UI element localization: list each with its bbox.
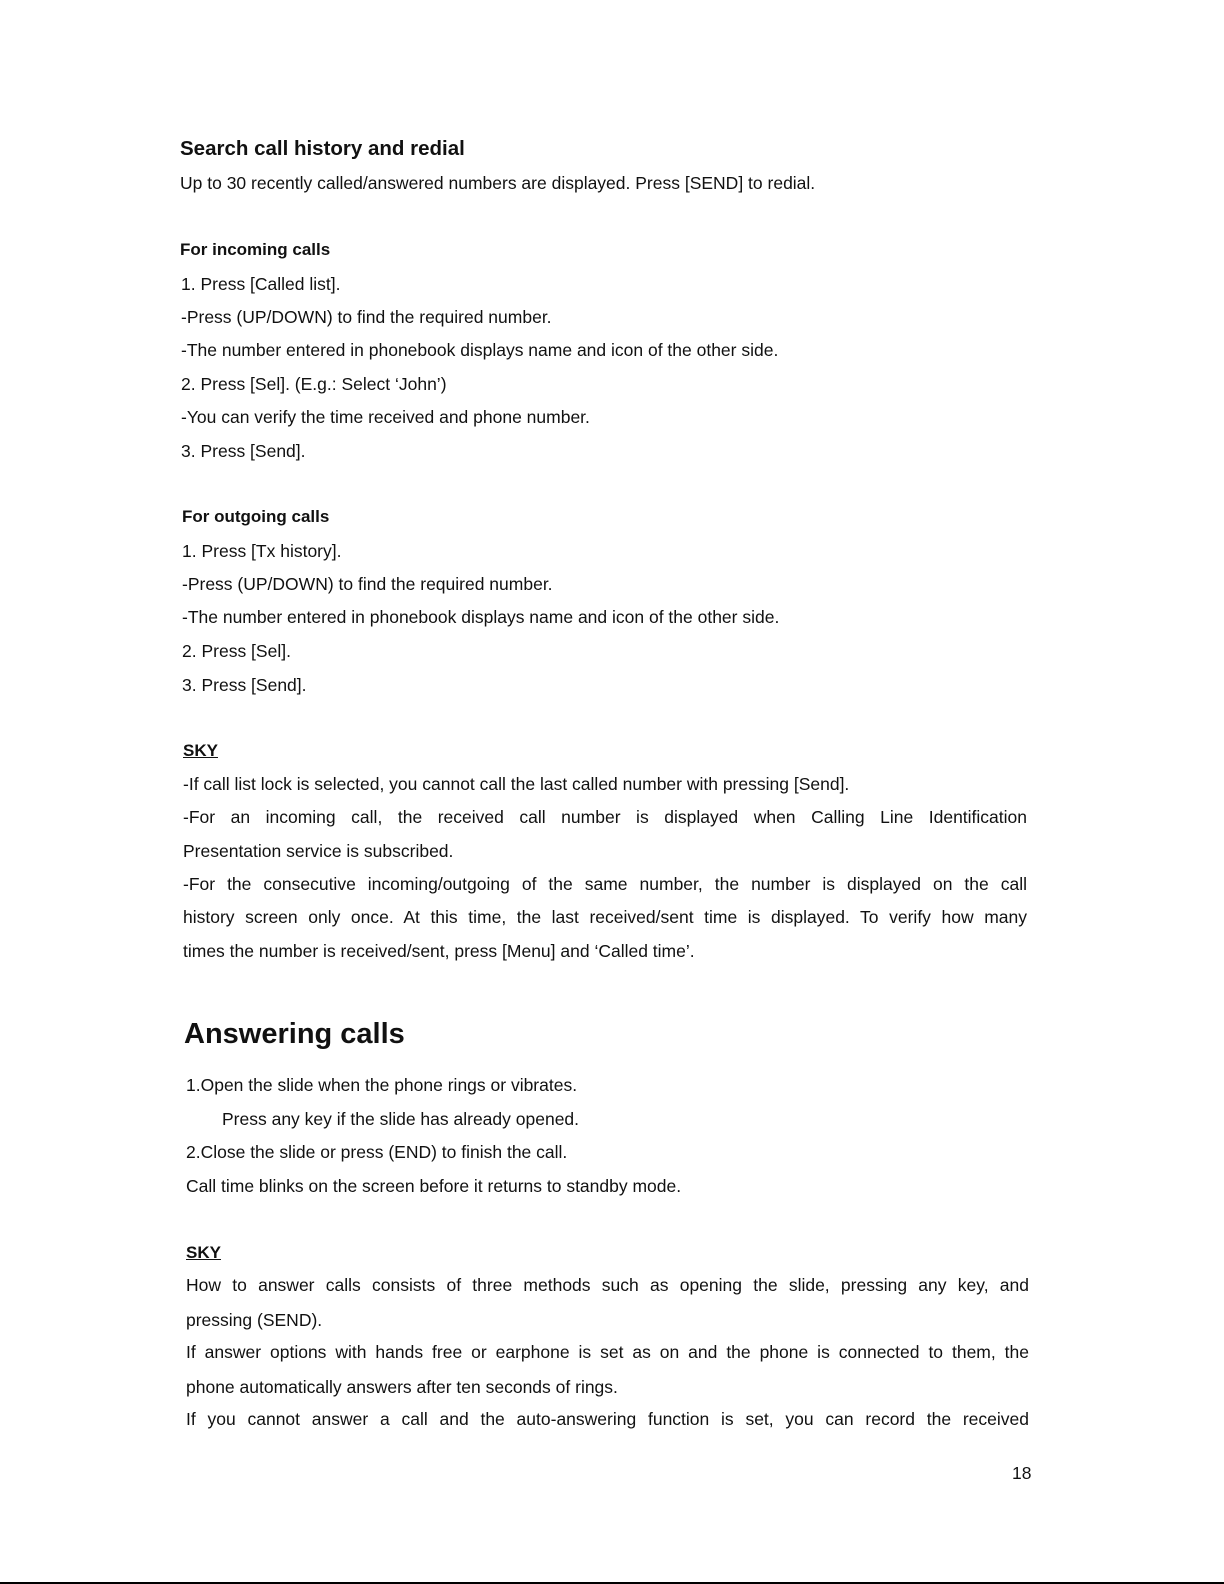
section-title-call-history: Search call history and redial <box>180 137 465 160</box>
outgoing-calls-heading: For outgoing calls <box>182 507 330 526</box>
incoming-calls-heading: For incoming calls <box>180 240 331 259</box>
incoming-step: 1. Press [Called list]. <box>181 274 341 294</box>
sky-note-line: history screen only once. At this time, the last received/sent time is displayed. To verify how many <box>183 907 1027 927</box>
outgoing-step: 2. Press [Sel]. <box>182 641 291 661</box>
sky-note-line: If you cannot answer a call and the auto-answering function is set, you can record the received <box>186 1409 1029 1429</box>
outgoing-step: -The number entered in phonebook displays name and icon of the other side. <box>182 607 780 627</box>
incoming-step: -The number entered in phonebook displays name and icon of the other side. <box>181 340 779 360</box>
sky-note-line: -For an incoming call, the received call number is displayed when Calling Line Identification <box>183 807 1027 827</box>
sky-note-line: phone automatically answers after ten seconds of rings. <box>186 1377 618 1397</box>
sky-note-line: -If call list lock is selected, you cannot call the last called number with pressing [Send]. <box>183 774 850 794</box>
incoming-step: -Press (UP/DOWN) to find the required number. <box>181 307 552 327</box>
incoming-step: 2. Press [Sel]. (E.g.: Select ‘John’) <box>181 374 447 394</box>
sky-note-line: If answer options with hands free or earphone is set as on and the phone is connected to them, the <box>186 1342 1029 1362</box>
answering-step: 1.Open the slide when the phone rings or vibrates. <box>186 1075 578 1095</box>
answering-step: Press any key if the slide has already opened. <box>222 1109 580 1129</box>
sky-note-line: How to answer calls consists of three methods such as opening the slide, pressing any key, and <box>186 1275 1029 1295</box>
sky-note-line: -For the consecutive incoming/outgoing of the same number, the number is displayed on the call <box>183 874 1027 894</box>
page-number: 18 <box>1012 1463 1032 1483</box>
answering-step: 2.Close the slide or press (END) to finish the call. <box>186 1142 568 1162</box>
incoming-step: 3. Press [Send]. <box>181 441 306 461</box>
sky-note-heading: SKY <box>183 741 218 760</box>
outgoing-step: 3. Press [Send]. <box>182 675 307 695</box>
answering-step: Call time blinks on the screen before it returns to standby mode. <box>186 1176 682 1196</box>
incoming-step: -You can verify the time received and phone number. <box>181 407 590 427</box>
sky-note-line: pressing (SEND). <box>186 1310 323 1330</box>
section-title-answering-calls: Answering calls <box>184 1018 405 1050</box>
outgoing-step: 1. Press [Tx history]. <box>182 541 342 561</box>
sky-note-line: Presentation service is subscribed. <box>183 841 454 861</box>
outgoing-step: -Press (UP/DOWN) to find the required number. <box>182 574 553 594</box>
sky-note-heading: SKY <box>186 1243 221 1262</box>
sky-note-line: times the number is received/sent, press [Menu] and ‘Called time’. <box>183 941 695 961</box>
history-intro: Up to 30 recently called/answered numbers are displayed. Press [SEND] to redial. <box>180 173 816 193</box>
